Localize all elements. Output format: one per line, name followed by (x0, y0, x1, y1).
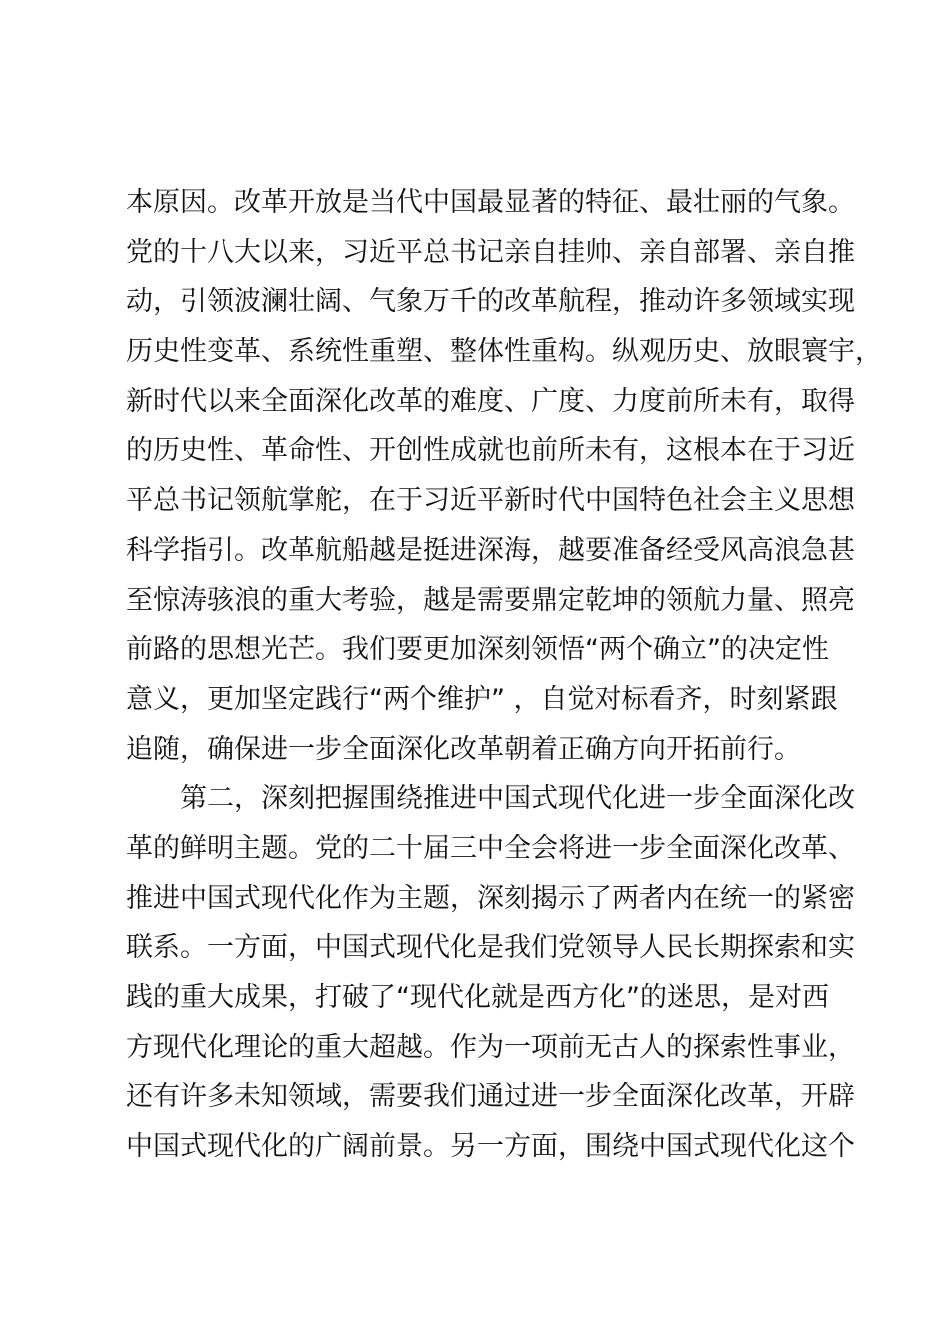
text-line-6: 的历史性、革命性、开创性成就也前所未有，这根本在于习近 (126, 435, 855, 467)
text-line-9: 至惊涛骇浪的重大考验，越是需要鼎定乾坤的领航力量、照亮 (126, 584, 855, 616)
text-line-3: 动，引领波澜壮阔、气象万千的改革航程，推动许多领域实现 (126, 286, 855, 318)
paragraph-start-line: 第二，深刻把握围绕推进中国式现代化进一步全面深化改 (180, 783, 855, 815)
text-line-14: 革的鲜明主题。党的二十届三中全会将进一步全面深化改革、 (126, 832, 855, 864)
text-line-2: 党的十八大以来，习近平总书记亲自挂帅、亲自部署、亲自推 (126, 236, 855, 268)
text-line-8: 科学指引。改革航船越是挺进深海，越要准备经受风高浪急甚 (126, 534, 855, 566)
text-line-12: 追随，确保进一步全面深化改革朝着正确方向开拓前行。 (126, 733, 801, 765)
text-line-18: 方现代化理论的重大超越。作为一项前无古人的探索性事业， (126, 1031, 855, 1063)
text-line-15: 推进中国式现代化作为主题，深刻揭示了两者内在统一的紧密 (126, 882, 855, 914)
text-line-17: 践的重大成果，打破了“现代化就是西方化”的迷思，是对西 (126, 982, 829, 1013)
text-line-20: 中国式现代化的广阔前景。另一方面，围绕中国式现代化这个 (126, 1131, 855, 1163)
text-line-10: 前路的思想光芒。我们要更加深刻领悟“两个确立”的决定性 (126, 634, 829, 666)
text-line-5: 新时代以来全面深化改革的难度、广度、力度前所未有，取得 (126, 385, 855, 417)
body-text (126, 178, 882, 1172)
text-line-16: 联系。一方面，中国式现代化是我们党领导人民长期探索和实 (126, 932, 855, 964)
text-line-1: 本原因。改革开放是当代中国最显著的特征、最壮丽的气象。 (126, 187, 855, 218)
text-line-11: 意义，更加坚定践行“两个维护” ，自觉对标看齐，时刻紧跟 (126, 683, 838, 715)
text-line-4: 历史性变革、系统性重塑、整体性重构。纵观历史、放眼寰宇， (126, 336, 882, 368)
text-line-7: 平总书记领航掌舵，在于习近平新时代中国特色社会主义思想 (126, 485, 855, 517)
text-line-19: 还有许多未知领域，需要我们通过进一步全面深化改革，开辟 (126, 1081, 855, 1113)
